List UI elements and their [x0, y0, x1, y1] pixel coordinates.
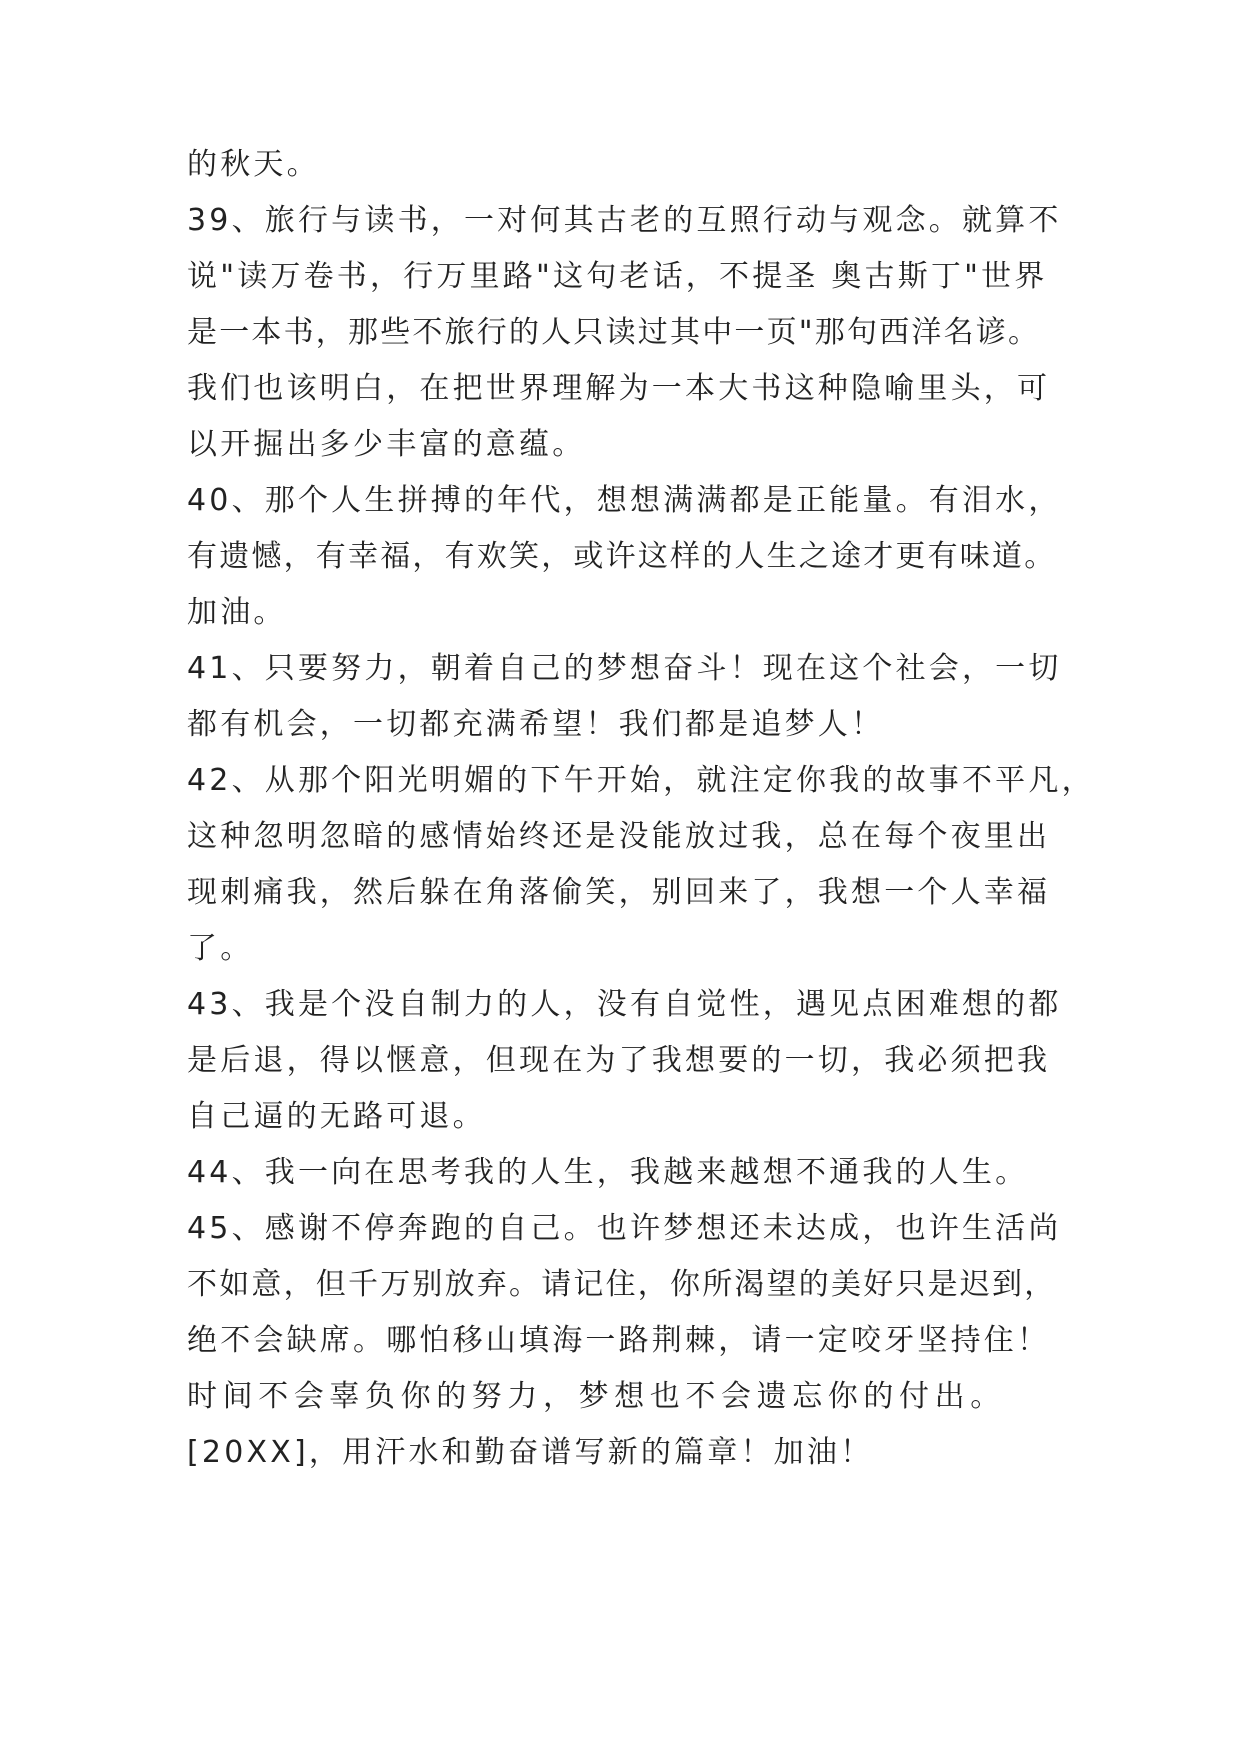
text-line: 时间不会辜负你的努力，梦想也不会遗忘你的付出。 [187, 1379, 1006, 1414]
text-line: 是后退，得以惬意，但现在为了我想要的一切，我必须把我 [187, 1043, 1051, 1078]
text-line: 的秋天。 [187, 147, 320, 182]
text-line: 39、旅行与读书，一对何其古老的互照行动与观念。就算不 [187, 203, 1062, 238]
text-line: 以开掘出多少丰富的意蕴。 [187, 427, 586, 462]
text-line: 42、从那个阳光明媚的下午开始，就注定你我的故事不平凡， [187, 763, 1095, 798]
text-line: 都有机会，一切都充满希望！我们都是追梦人！ [187, 707, 885, 742]
text-line: 绝不会缺席。哪怕移山填海一路荆棘，请一定咬牙坚持住！ [187, 1323, 1051, 1358]
text-line: 说"读万卷书，行万里路"这句老话，不提圣 奥古斯丁"世界 [187, 259, 1048, 294]
text-line: 44、我一向在思考我的人生，我越来越想不通我的人生。 [187, 1155, 1029, 1190]
text-line: 有遗憾，有幸福，有欢笑，或许这样的人生之途才更有味道。 [187, 539, 1057, 574]
text-line: 我们也该明白，在把世界理解为一本大书这种隐喻里头，可 [187, 371, 1051, 406]
text-line: 40、那个人生拼搏的年代，想想满满都是正能量。有泪水， [187, 483, 1062, 518]
text-line: 自己逼的无路可退。 [187, 1099, 486, 1134]
text-line: 41、只要努力，朝着自己的梦想奋斗！现在这个社会，一切 [187, 651, 1062, 686]
text-line: 加油。 [187, 595, 287, 630]
text-line: 45、感谢不停奔跑的自己。也许梦想还未达成，也许生活尚 [187, 1211, 1062, 1246]
text-line: [20XX]，用汗水和勤奋谱写新的篇章！加油！ [187, 1435, 874, 1470]
text-line: 了。 [187, 931, 254, 966]
text-line: 是一本书，那些不旅行的人只读过其中一页"那句西洋名谚。 [187, 315, 1041, 350]
text-line: 这种忽明忽暗的感情始终还是没能放过我，总在每个夜里出 [187, 819, 1051, 854]
text-line: 现刺痛我，然后躲在角落偷笑，别回来了，我想一个人幸福 [187, 875, 1051, 910]
text-line: 43、我是个没自制力的人，没有自觉性，遇见点困难想的都 [187, 987, 1062, 1022]
text-line: 不如意，但千万别放弃。请记住，你所渴望的美好只是迟到， [187, 1267, 1057, 1302]
